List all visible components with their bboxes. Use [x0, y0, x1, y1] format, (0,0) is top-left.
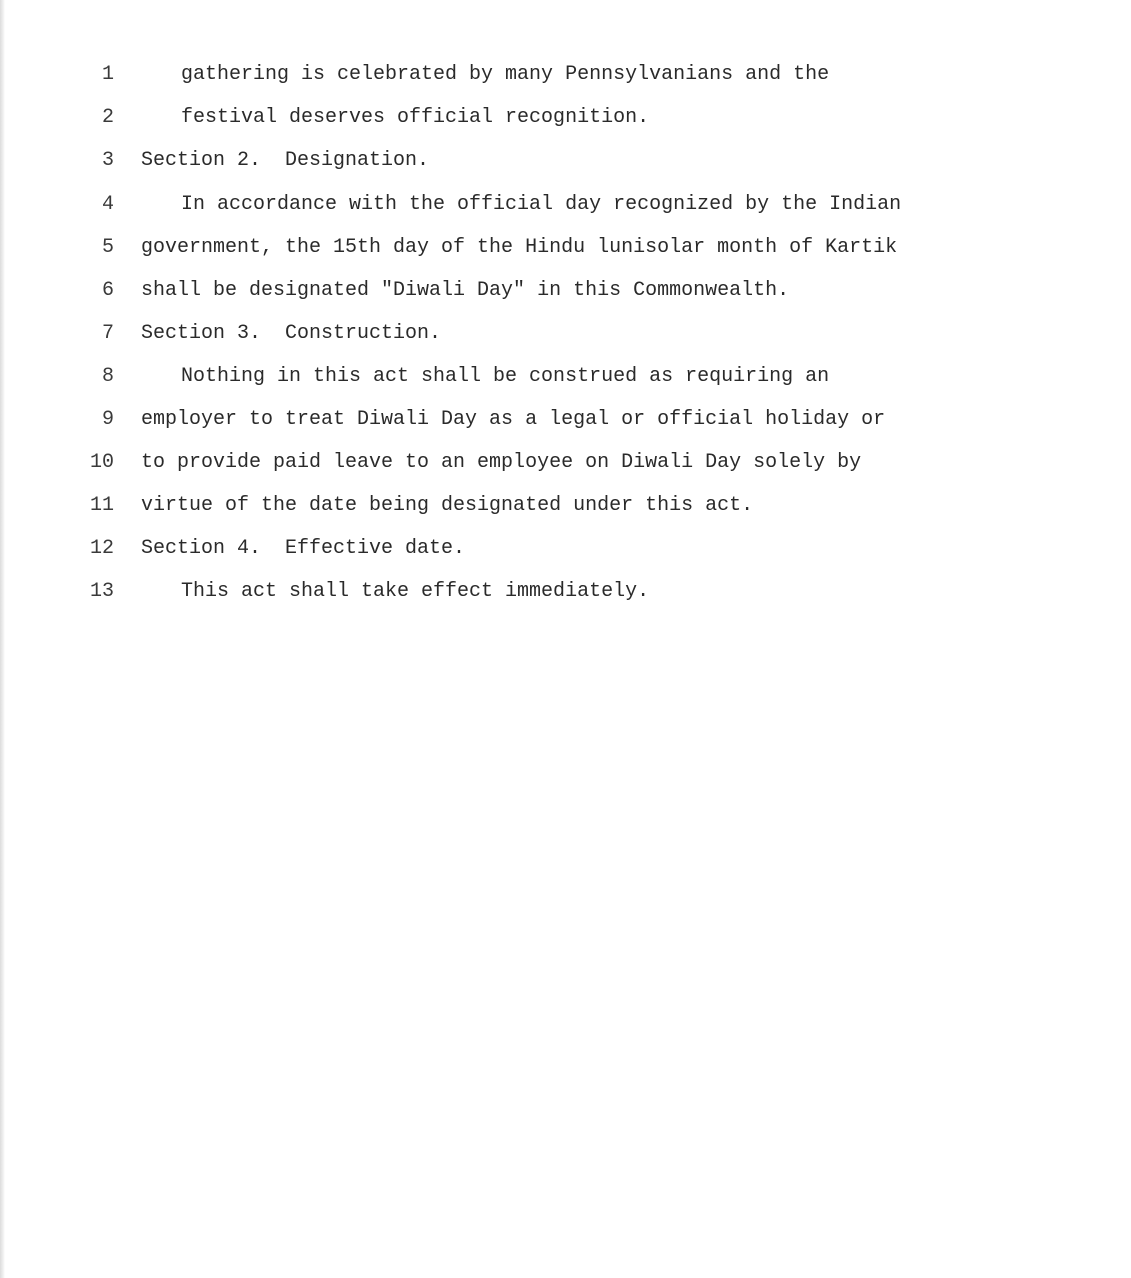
line-number: 2 [101, 106, 114, 129]
line-2 [0, 103, 1131, 133]
section-heading: Section 2. Designation. [141, 149, 430, 172]
line-number: 8 [101, 365, 114, 388]
line-number: 1 [101, 63, 114, 86]
line-number: 3 [101, 149, 114, 172]
line-13 [0, 577, 1131, 607]
line-9 [0, 405, 1131, 435]
line-8 [0, 362, 1131, 392]
line-text: Nothing in this act shall be construed as requiring an [181, 365, 830, 388]
line-text: In accordance with the official day recognized by the Indian [181, 193, 902, 216]
line-text: festival deserves official recognition. [181, 106, 650, 129]
line-number: 11 [89, 494, 114, 517]
line-number: 4 [101, 193, 114, 216]
line-text: government, the 15th day of the Hindu lunisolar month of Kartik [141, 236, 898, 259]
line-12 [0, 534, 1131, 564]
line-number: 6 [101, 279, 114, 302]
line-11 [0, 491, 1131, 521]
line-number: 12 [89, 537, 114, 560]
line-number: 9 [101, 408, 114, 431]
line-number: 13 [89, 580, 114, 603]
line-7 [0, 319, 1131, 349]
line-number: 10 [89, 451, 114, 474]
line-text: shall be designated "Diwali Day" in this Commonwealth. [141, 279, 790, 302]
line-text: employer to treat Diwali Day as a legal or official holiday or [141, 408, 886, 431]
line-6 [0, 276, 1131, 306]
line-text: virtue of the date being designated under this act. [141, 494, 754, 517]
line-5 [0, 233, 1131, 263]
line-number: 5 [101, 236, 114, 259]
line-text: gathering is celebrated by many Pennsylvanians and the [181, 63, 830, 86]
line-10 [0, 448, 1131, 478]
section-heading: Section 4. Effective date. [141, 537, 466, 560]
line-number: 7 [101, 322, 114, 345]
line-1 [0, 60, 1131, 90]
line-text: This act shall take effect immediately. [181, 580, 650, 603]
line-text: to provide paid leave to an employee on Diwali Day solely by [141, 451, 862, 474]
section-heading: Section 3. Construction. [141, 322, 442, 345]
line-4 [0, 190, 1131, 220]
line-3 [0, 146, 1131, 176]
